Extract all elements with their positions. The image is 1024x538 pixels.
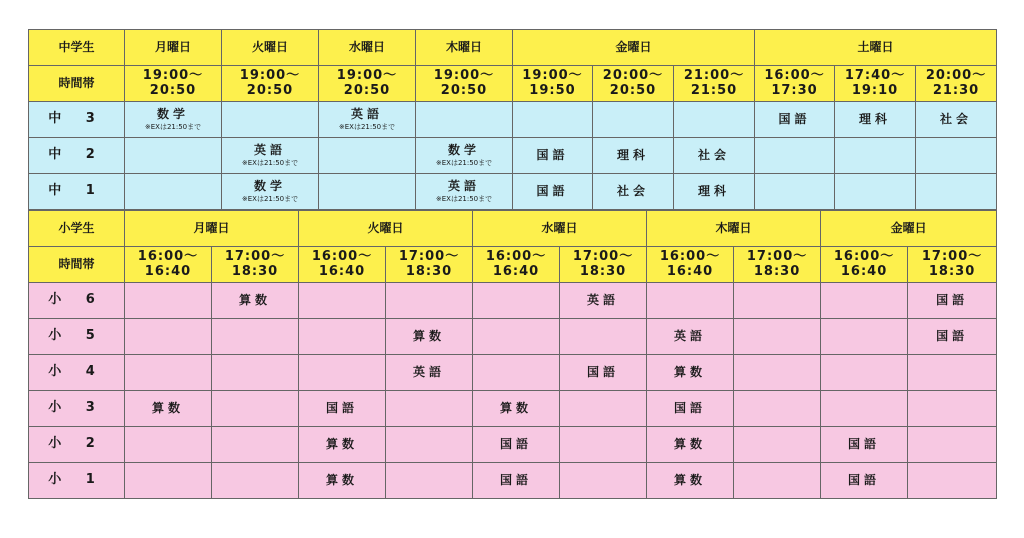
schedule-cell: 国語 bbox=[647, 391, 734, 427]
schedule-cell: 算数 bbox=[647, 355, 734, 391]
schedule-cell bbox=[125, 463, 212, 499]
schedule-cell: 国語 bbox=[513, 138, 593, 174]
schedule-cell bbox=[734, 319, 821, 355]
grade-label: 中 2 bbox=[29, 138, 125, 174]
schedule-cell bbox=[125, 283, 212, 319]
schedule-cell bbox=[222, 102, 319, 138]
time-slot: 17:40～ 19:10 bbox=[835, 66, 916, 102]
schedule-cell: 国語 bbox=[473, 463, 560, 499]
schedule-cell bbox=[299, 283, 386, 319]
schedule-cell bbox=[319, 174, 416, 210]
schedule-cell bbox=[386, 391, 473, 427]
time-slot: 19:00～ 20:50 bbox=[125, 66, 222, 102]
schedule-cell bbox=[734, 427, 821, 463]
schedule-cell: 数学 ※EXは21:50まで bbox=[222, 174, 319, 210]
time-slot: 17:00～ 18:30 bbox=[386, 247, 473, 283]
day-header-wednesday: 水曜日 bbox=[473, 211, 647, 247]
day-header-thursday: 木曜日 bbox=[647, 211, 821, 247]
schedule-cell bbox=[908, 391, 997, 427]
schedule-cell bbox=[593, 102, 674, 138]
middle-school-header: 中学生 bbox=[29, 30, 125, 66]
schedule-cell: 国語 bbox=[821, 427, 908, 463]
schedule-cell: 国語 bbox=[473, 427, 560, 463]
time-slot: 16:00～ 16:40 bbox=[473, 247, 560, 283]
schedule-cell bbox=[212, 463, 299, 499]
schedule-cell bbox=[916, 138, 997, 174]
schedule-cell bbox=[821, 355, 908, 391]
schedule-cell bbox=[908, 355, 997, 391]
grade-label: 小 5 bbox=[29, 319, 125, 355]
schedule-cell: 国語 bbox=[755, 102, 835, 138]
schedule-cell bbox=[473, 355, 560, 391]
time-slot: 21:00～ 21:50 bbox=[674, 66, 755, 102]
time-slot: 20:00～ 20:50 bbox=[593, 66, 674, 102]
schedule-cell bbox=[560, 319, 647, 355]
day-header-thursday: 木曜日 bbox=[416, 30, 513, 66]
schedule-cell: 英語 bbox=[647, 319, 734, 355]
schedule-cell bbox=[125, 174, 222, 210]
schedule-cell: 理科 bbox=[593, 138, 674, 174]
schedule-cell bbox=[473, 319, 560, 355]
schedule-cell bbox=[125, 138, 222, 174]
time-slot: 20:00～ 21:30 bbox=[916, 66, 997, 102]
grade-label: 小 1 bbox=[29, 463, 125, 499]
time-slot: 17:00～ 18:30 bbox=[908, 247, 997, 283]
schedule-cell: 国語 bbox=[908, 283, 997, 319]
grade-label: 小 4 bbox=[29, 355, 125, 391]
middle-school-schedule bbox=[28, 29, 997, 210]
day-header-saturday: 土曜日 bbox=[755, 30, 997, 66]
schedule-cell bbox=[755, 138, 835, 174]
grade-label: 小 6 bbox=[29, 283, 125, 319]
schedule-cell: 算数 bbox=[647, 463, 734, 499]
schedule-cell: 国語 bbox=[513, 174, 593, 210]
schedule-cell: 数学 ※EXは21:50まで bbox=[125, 102, 222, 138]
schedule-cell bbox=[734, 463, 821, 499]
schedule-cell bbox=[513, 102, 593, 138]
time-slot: 17:00～ 18:30 bbox=[560, 247, 647, 283]
schedule-cell bbox=[212, 355, 299, 391]
time-slot-header: 時間帯 bbox=[29, 247, 125, 283]
time-slot: 17:00～ 18:30 bbox=[734, 247, 821, 283]
schedule-cell bbox=[734, 283, 821, 319]
schedule-cell bbox=[647, 283, 734, 319]
schedule-cell: 理科 bbox=[835, 102, 916, 138]
schedule-cell: 社会 bbox=[674, 138, 755, 174]
schedule-cell: 国語 bbox=[560, 355, 647, 391]
schedule-cell bbox=[386, 283, 473, 319]
schedule-cell: 英語 bbox=[560, 283, 647, 319]
schedule-cell bbox=[125, 319, 212, 355]
schedule-cell bbox=[908, 427, 997, 463]
elementary-school-schedule bbox=[28, 210, 997, 499]
time-slot-header: 時間帯 bbox=[29, 66, 125, 102]
schedule-cell bbox=[319, 138, 416, 174]
schedule-cell bbox=[386, 463, 473, 499]
schedule-cell: 社会 bbox=[593, 174, 674, 210]
day-header-tuesday: 火曜日 bbox=[222, 30, 319, 66]
schedule-cell: 算数 bbox=[299, 463, 386, 499]
grade-label: 中 3 bbox=[29, 102, 125, 138]
schedule-cell bbox=[821, 283, 908, 319]
time-slot: 19:00～ 20:50 bbox=[222, 66, 319, 102]
schedule-cell: 社会 bbox=[916, 102, 997, 138]
schedule-cell: 英語 ※EXは21:50まで bbox=[416, 174, 513, 210]
schedule-cell bbox=[386, 427, 473, 463]
schedule-cell: 算数 bbox=[473, 391, 560, 427]
schedule-cell: 国語 bbox=[908, 319, 997, 355]
schedule-cell bbox=[416, 102, 513, 138]
schedule-cell bbox=[299, 355, 386, 391]
schedule-cell: 算数 bbox=[299, 427, 386, 463]
schedule-cell bbox=[560, 427, 647, 463]
schedule-cell bbox=[299, 319, 386, 355]
schedule-cell bbox=[821, 391, 908, 427]
schedule-cell bbox=[212, 391, 299, 427]
schedule-cell bbox=[916, 174, 997, 210]
schedule-cell bbox=[734, 355, 821, 391]
schedule-cell bbox=[212, 319, 299, 355]
time-slot: 19:00～ 19:50 bbox=[513, 66, 593, 102]
schedule-cell: 英語 ※EXは21:50まで bbox=[319, 102, 416, 138]
schedule-cell: 英語 bbox=[386, 355, 473, 391]
schedule-cell: 国語 bbox=[299, 391, 386, 427]
schedule-cell bbox=[125, 427, 212, 463]
schedule-cell: 算数 bbox=[125, 391, 212, 427]
time-slot: 17:00～ 18:30 bbox=[212, 247, 299, 283]
time-slot: 16:00～ 16:40 bbox=[299, 247, 386, 283]
time-slot: 16:00～ 17:30 bbox=[755, 66, 835, 102]
time-slot: 16:00～ 16:40 bbox=[125, 247, 212, 283]
schedule-cell bbox=[212, 427, 299, 463]
grade-label: 小 2 bbox=[29, 427, 125, 463]
schedule-cell bbox=[734, 391, 821, 427]
schedule-cell: 算数 bbox=[212, 283, 299, 319]
elementary-school-header: 小学生 bbox=[29, 211, 125, 247]
day-header-wednesday: 水曜日 bbox=[319, 30, 416, 66]
schedule-cell bbox=[908, 463, 997, 499]
schedule-cell bbox=[821, 319, 908, 355]
time-slot: 19:00～ 20:50 bbox=[319, 66, 416, 102]
schedule-cell: 英語 ※EXは21:50まで bbox=[222, 138, 319, 174]
time-slot: 19:00～ 20:50 bbox=[416, 66, 513, 102]
grade-label: 中 1 bbox=[29, 174, 125, 210]
schedule-cell bbox=[560, 391, 647, 427]
day-header-friday: 金曜日 bbox=[513, 30, 755, 66]
day-header-friday: 金曜日 bbox=[821, 211, 997, 247]
schedule-cell bbox=[835, 138, 916, 174]
schedule-cell: 理科 bbox=[674, 174, 755, 210]
grade-label: 小 3 bbox=[29, 391, 125, 427]
time-slot: 16:00～ 16:40 bbox=[647, 247, 734, 283]
day-header-tuesday: 火曜日 bbox=[299, 211, 473, 247]
day-header-monday: 月曜日 bbox=[125, 30, 222, 66]
schedule-cell bbox=[674, 102, 755, 138]
schedule-cell bbox=[125, 355, 212, 391]
schedule-cell: 数学 ※EXは21:50まで bbox=[416, 138, 513, 174]
schedule-cell: 算数 bbox=[647, 427, 734, 463]
day-header-monday: 月曜日 bbox=[125, 211, 299, 247]
time-slot: 16:00～ 16:40 bbox=[821, 247, 908, 283]
schedule-cell: 国語 bbox=[821, 463, 908, 499]
schedule-cell bbox=[835, 174, 916, 210]
schedule-cell bbox=[560, 463, 647, 499]
schedule-cell bbox=[473, 283, 560, 319]
schedule-cell: 算数 bbox=[386, 319, 473, 355]
schedule-cell bbox=[755, 174, 835, 210]
